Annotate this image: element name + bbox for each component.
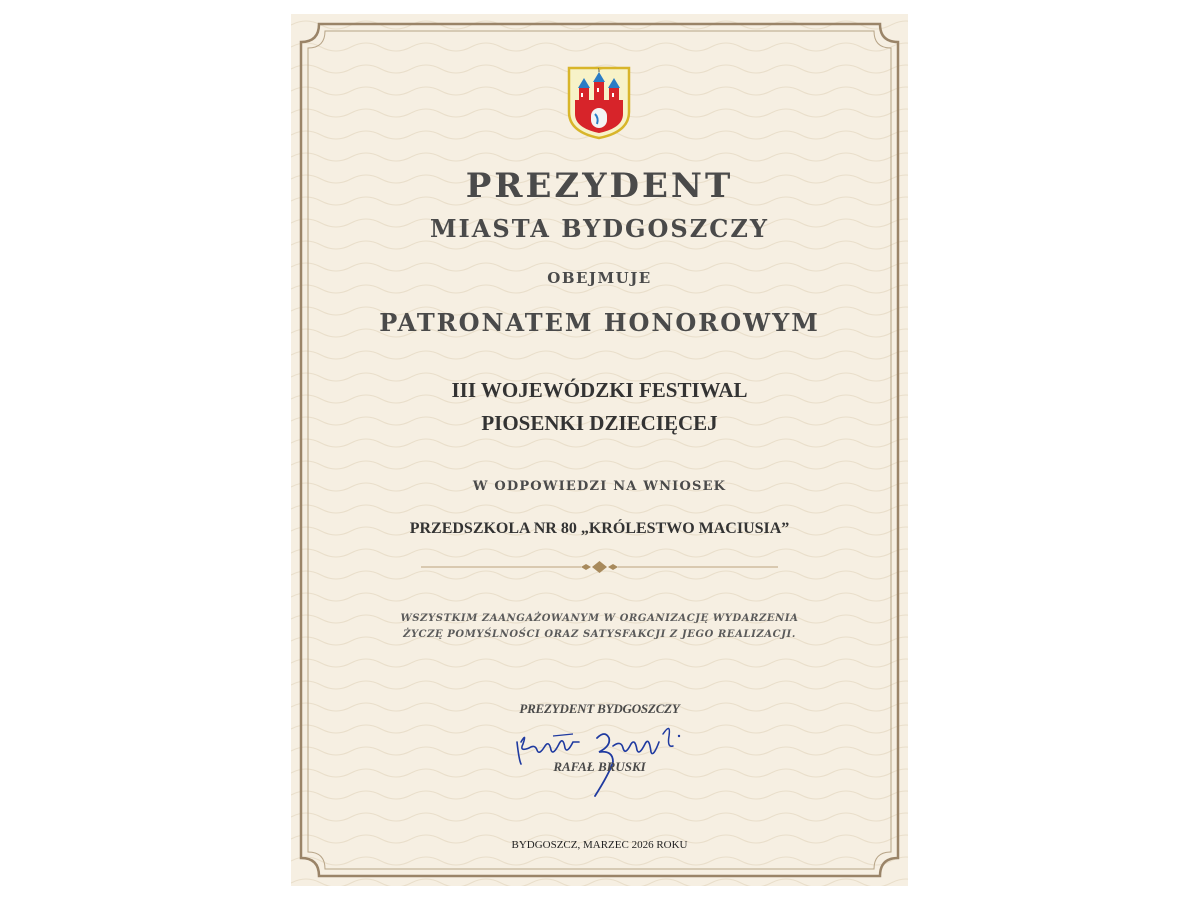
page-title: PREZYDENT <box>465 166 734 206</box>
signatory-role: PREZYDENT BYDGOSZCZY <box>519 701 680 716</box>
ornamental-divider <box>421 560 778 574</box>
wishes-line-2: ŻYCZĘ POMYŚLNOŚCI ORAZ SATYSFAKCJI Z JEGO REALIZACJI. <box>403 629 796 640</box>
takes-label: OBEJMUJE <box>547 269 652 287</box>
applicant-name: PRZEDSZKOLA NR 80 „KRÓLESTWO MACIUSIA” <box>409 520 790 537</box>
event-name-line-1: III WOJEWÓDZKI FESTIWAL <box>451 378 748 402</box>
page-subtitle: MIASTA BYDGOSZCZY <box>429 214 770 243</box>
signatory-name: RAFAŁ BRUSKI <box>553 759 646 774</box>
handwritten-signature <box>513 712 693 804</box>
request-label: W ODPOWIEDZI NA WNIOSEK <box>472 479 727 494</box>
patronage-certificate <box>291 14 908 886</box>
wishes-line-1: WSZYSTKIM ZAANGAŻOWANYM W ORGANIZACJĘ WYDARZENIA <box>400 613 799 624</box>
event-name-line-2: PIOSENKI DZIECIĘCEJ <box>481 411 718 435</box>
patronage-label: PATRONATEM HONOROWYM <box>379 308 820 337</box>
place-and-date: BYDGOSZCZ, MARZEC 2026 ROKU <box>511 839 688 851</box>
bydgoszcz-coat-of-arms-icon <box>567 66 631 140</box>
